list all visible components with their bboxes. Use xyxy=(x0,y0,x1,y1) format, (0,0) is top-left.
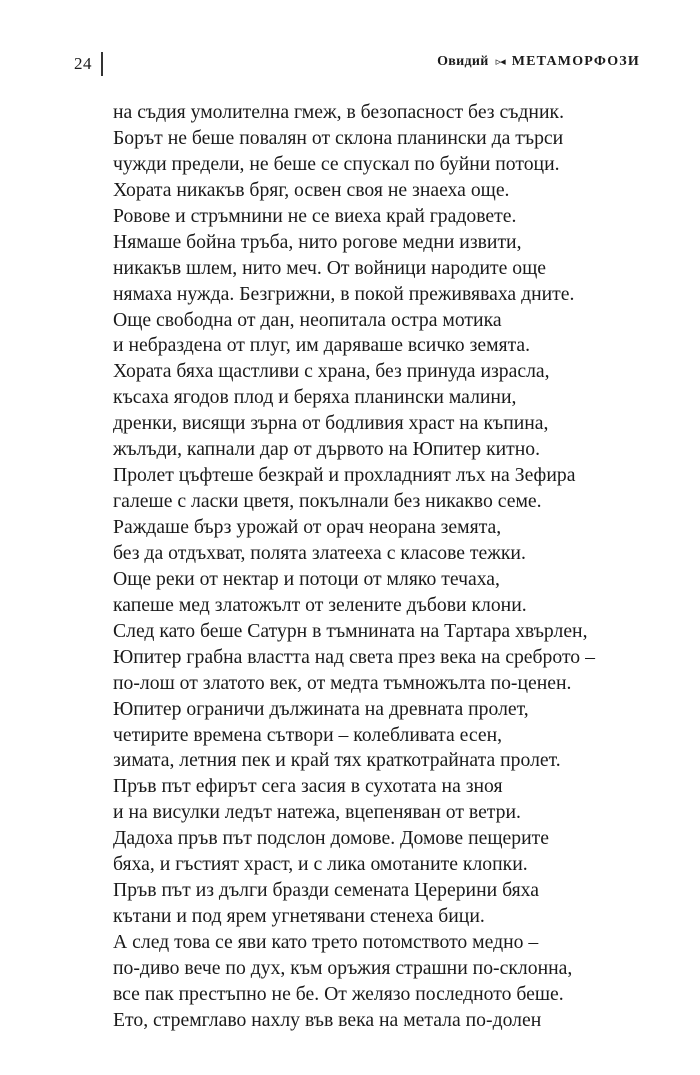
verse-line: Юпитер ограничи дължината на древната пролет, xyxy=(113,697,529,720)
verse-line: зимата, летния пек и край тях краткотрайната пролет. xyxy=(113,749,561,772)
verse-line: Дадоха пръв път подслон домове. Домове пещерите xyxy=(113,827,549,850)
verse-line: капеше мед златожълт от зелените дъбови клони. xyxy=(113,593,527,616)
verse-line: Нямаше бойна тръба, нито рогове медни извити, xyxy=(113,230,522,253)
running-head xyxy=(437,54,640,70)
verse-line: по-лош от златото век, от медта тъмножълта по-ценен. xyxy=(113,671,572,694)
running-head-author: Овидий xyxy=(437,54,489,69)
verse-line: А след това се яви като трето потомството медно – xyxy=(113,931,539,953)
verse-line: Пръв път ефирът сега засия в сухотата на зноя xyxy=(113,775,503,798)
page-number: 24 xyxy=(74,54,92,73)
verse-line: галеше с ласки цветя, покълнали без никакво семе. xyxy=(113,490,542,513)
verse-line: късаха ягодов плод и беряха планински малини, xyxy=(113,386,517,409)
verse-line: и на висулки ледът натежа, вцепеняван от ветри. xyxy=(113,801,521,824)
verse-line: на съдия умолителна гмеж, в безопасност без съдник. xyxy=(113,101,564,123)
verse-line: жълъди, капнали дар от дървото на Юпитер китно. xyxy=(113,438,541,461)
running-head-title: МЕТАМОРФОЗИ xyxy=(511,54,640,69)
verse-line: Пролет цъфтеше безкрай и прохладният лъх на Зефира xyxy=(113,464,576,487)
verse-line: След като беше Сатурн в тъмнината на Тартара хвърлен, xyxy=(113,619,588,642)
verse-line: Юпитер грабна властта над света през века на среброто – xyxy=(113,645,595,668)
verse-text xyxy=(113,100,653,1034)
ornament-icon: ▹◂ xyxy=(495,55,505,68)
verse-line: никакъв шлем, нито меч. От войници народите още xyxy=(113,256,546,279)
verse-line: бяха, и гъстият храст, и с лика омотаните клопки. xyxy=(113,853,528,876)
verse-line: по-диво вече по дух, към оръжия страшни по-склонна, xyxy=(113,956,573,979)
verse-line: Борът не беше повалян от склона планински да търси xyxy=(113,126,564,149)
verse-line: Ровове и стръмнини не се виеха край градовете. xyxy=(113,204,517,227)
verse-line: без да отдъхват, полята златееха с класове тежки. xyxy=(113,541,526,564)
verse-line: Хората никакъв бряг, освен своя не знаеха още. xyxy=(113,178,510,201)
verse-line: чужди предели, не беше се спускал по буйни потоци. xyxy=(113,152,560,175)
verse-line: Раждаше бърз урожай от орач неорана земята, xyxy=(113,516,502,538)
verse-line: Пръв път из дълги бразди семената Церерини бяха xyxy=(113,879,539,902)
verse-line: Ето, стремглаво нахлу във века на метала по-долен xyxy=(113,1008,542,1031)
page-number-divider xyxy=(101,52,103,76)
verse-line: четирите времена сътвори – колебливата есен, xyxy=(113,723,503,746)
page-header xyxy=(60,52,640,78)
verse-line: дренки, висящи зърна от бодливия храст на къпина, xyxy=(113,412,549,435)
verse-line: все пак престъпно не бе. От желязо последното беше. xyxy=(113,982,564,1005)
verse-line: Хората бяха щастливи с храна, без принуда израсла, xyxy=(113,360,550,383)
verse-line: кътани и под ярем угнетявани стенеха бици. xyxy=(113,905,485,928)
verse-line: нямаха нужда. Безгрижни, в покой преживяваха дните. xyxy=(113,282,575,305)
verse-line: Още реки от нектар и потоци от мляко течаха, xyxy=(113,567,500,590)
verse-line: Още свободна от дан, неопитала остра мотика xyxy=(113,308,502,331)
verse-line: и небраздена от плуг, им даряваше всичко земята. xyxy=(113,334,531,357)
